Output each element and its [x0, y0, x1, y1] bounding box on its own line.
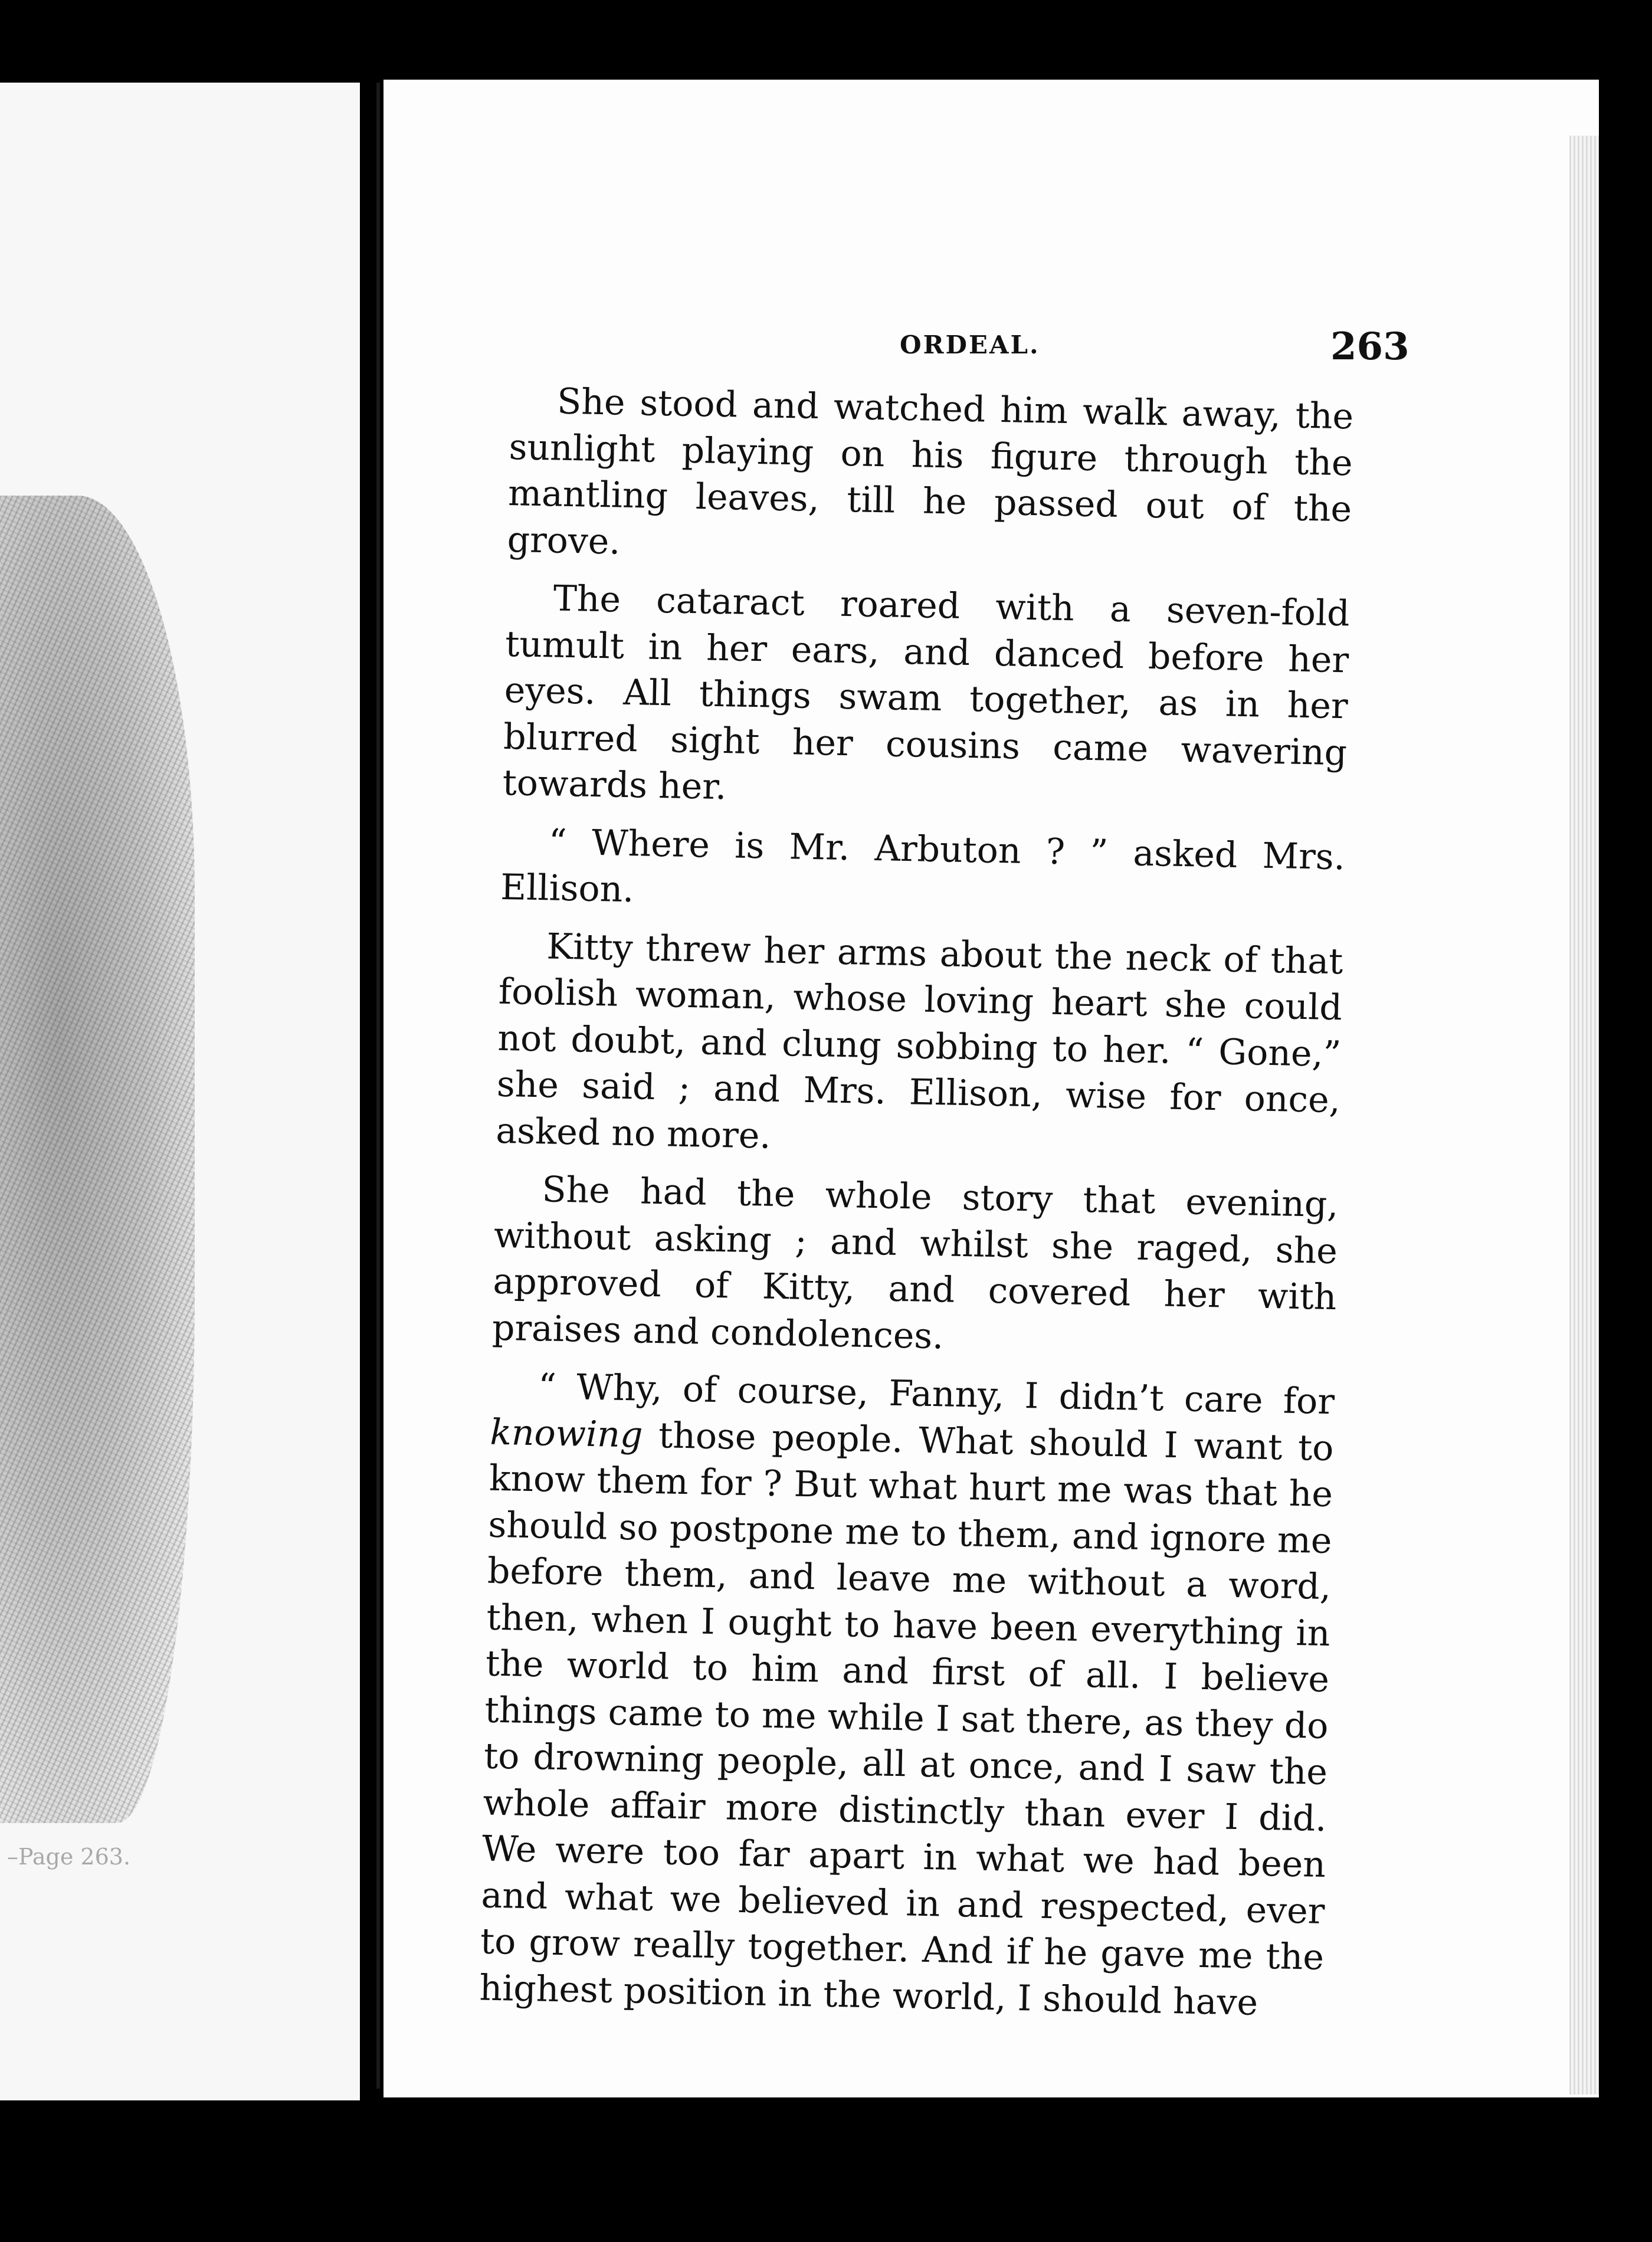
- page-edges: [1569, 136, 1599, 2094]
- paragraph: She had the whole story that evening, without asking ; and whilst she raged, she approved of Kitty, and covered her with praises and condolences.: [491, 1169, 1339, 1357]
- left-facing-page: [0, 83, 360, 2100]
- paragraph: She stood and watched him walk away, the sunlight playing on his figure through the mantling leaves, till he passed out of the grove.: [507, 381, 1354, 563]
- paragraph: The cataract roared with a seven-fold tumult in her ears, and danced before her eyes. All things swam together, as in her blurred sight her cousins came wavering towards her.: [502, 578, 1351, 808]
- body-text: [478, 378, 1353, 2039]
- paragraph: Kitty threw her arms about the neck of that foolish woman, whose loving heart she could not doubt, and clung sobbing to her. “ Gone,” she said ; and Mrs. Ellison, wise for once, asked no more.: [495, 925, 1343, 1157]
- running-head: ORDEAL.: [900, 330, 1040, 359]
- paragraph: “ Where is Mr. Arbuton ? ” asked Mrs. Ellison.: [500, 821, 1346, 911]
- text-run: those people. What should I want to know them for ? But what hurt me was that he should so postpone me to them, and ignore me before them, and leave me without a word, then, when I ought to have been everything in the world to him and first of all. I believe things came to me while I sat there, as they do to drowning people, all at once, and I saw the whole affair more distinctly than ever I did. We were too far apart in what we had been and what we believed in and respected, ever to grow really together. And if he gave me the highest position in the world, I should have: [478, 1414, 1335, 2024]
- page-number: 263: [1330, 324, 1410, 369]
- engraving-illustration: [0, 496, 195, 1823]
- italic-word: knowing: [490, 1411, 644, 1456]
- plate-caption: –Page 263.: [7, 1844, 131, 1870]
- text-run: “ Why, of course, Fanny, I didn’t care for: [537, 1366, 1335, 1423]
- paragraph-last: [479, 1363, 1335, 2027]
- book-gutter: [376, 83, 380, 2089]
